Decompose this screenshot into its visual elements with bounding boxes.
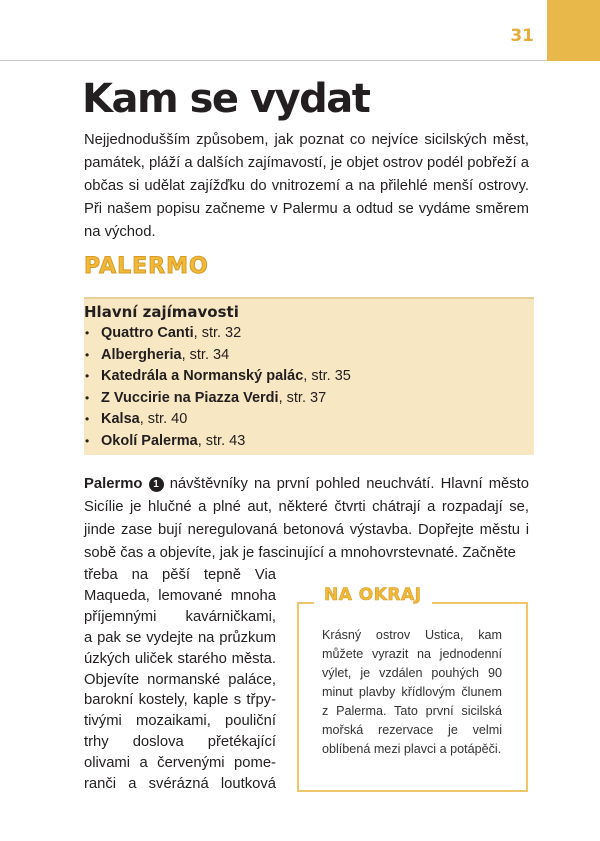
column-line: příjemnými kavárničkami, [84,608,276,625]
column-line: úzkých uliček starého města. [84,650,276,667]
column-text [84,565,276,795]
highlight-name: Quattro Canti [101,325,194,341]
page-tab [547,0,600,61]
highlight-name: Katedrála a Normanský palác [101,368,304,384]
body-text: návštěvníky na první pohled neuchvátí. Hlavní město Sicílie je hlučné a plné aut, některé čtvrti chátrají a rozpadají se, jinde zase bují neregulovaná betonová výstavba. Dopřejte městu i sobě čas a objevíte, jak je fascinující a mnohovrstevnaté. Začněte [84,476,529,561]
map-marker-icon: 1 [149,477,164,492]
sidebar-text: Krásný ostrov Ustica, kam můžete vyrazit na jednodenní výlet, je vzdálen pouhých 90 minut plavby křídlovým člunem z Palerma. Tato první sicilská mořská rezervace je velmi oblíbená mezi plavci a potápěči. [322,628,502,756]
column-line: Maqueda, lemované mnoha [84,587,276,604]
page-title: Kam se vydat [82,76,370,122]
column-line: olivami a červenými pome- [84,755,276,772]
sidebar-label: NA OKRAJ [314,580,432,616]
intro-paragraph: Nejjednodušším způsobem, jak poznat co nejvíce sicilských měst, památek, pláží a dalších zajímavostí, je objet ostrov podél pobřeží a občas si udělat zajížďku do vnitrozemí a na přilehlé menší ostrovy. Při našem popisu začneme v Palermu a odtud se vydáme směrem na východ. [84,132,529,240]
highlights-box [84,297,534,455]
column-line: trhy doslova přetékající [84,734,276,751]
highlight-name: Albergheria [101,346,182,363]
list-item [84,388,534,410]
highlight-name: Kalsa [101,411,140,427]
list-item [84,366,534,388]
list-item [84,323,534,345]
highlight-page: , str. 40 [139,411,188,427]
lead-word: Palermo [84,476,143,492]
highlight-name: Okolí Palerma [101,432,198,449]
list-item [84,431,534,453]
header-rule [0,60,547,61]
highlight-page: , str. 35 [303,368,351,384]
highlights-list [84,323,534,452]
page-number: 31 [510,26,534,46]
column-line: ranči a svérázná loutková [84,776,276,793]
column-line: barokní kostely, kaple s třpy- [84,692,276,709]
column-line: a pak se vydejte na průzkum [84,629,276,646]
highlight-page: , str. 43 [197,432,246,449]
column-line: Objevíte normanské paláce, [84,671,276,688]
body-paragraph [84,473,529,565]
list-item [84,345,534,367]
highlight-page: , str. 37 [278,389,327,406]
list-item [84,409,534,431]
highlight-page: , str. 34 [181,346,230,363]
highlights-title: Hlavní zajímavosti [84,303,239,321]
section-heading: PALERMO [84,254,209,279]
highlight-name: Z Vuccirie na Piazza Verdi [101,389,279,406]
column-line: tivými mozaikami, pouliční [84,713,276,730]
column-line: třeba na pěší tepně Via [84,567,276,583]
highlight-page: , str. 32 [193,325,242,341]
